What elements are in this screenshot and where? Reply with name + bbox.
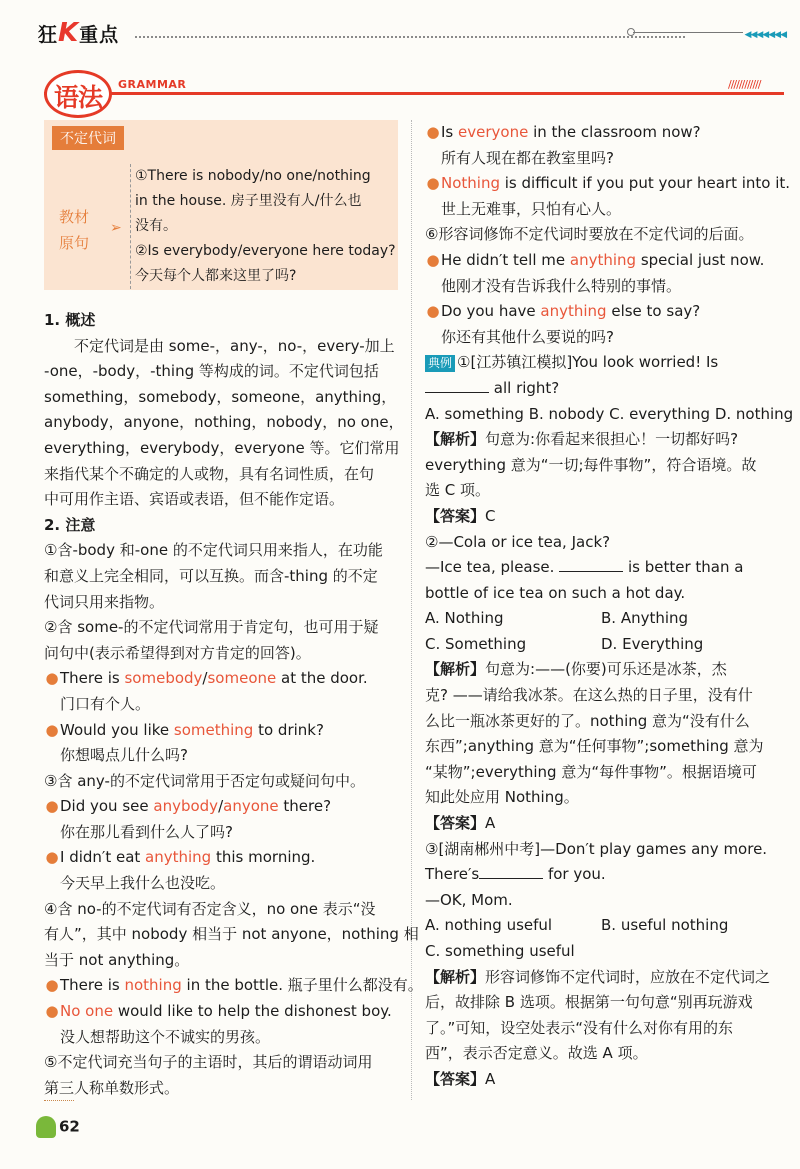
note-line: 当于 not anything。 [44,950,190,969]
example-translation: 门口有个人。 [60,694,151,713]
lightbulb-icon [36,1116,56,1138]
question-line: There′s for you. [425,865,606,884]
section-title-badge [44,70,110,122]
overview-line: 不定代词是由 some-，any-，no-，every-加上 [74,336,395,355]
example-translation: 没人想帮助这个不诚实的男孩。 [60,1027,271,1046]
answer: 【答案】A [425,814,496,833]
box-body: ①There is nobody/no one/nothing in the house. 房子里没有人/什么也 没有。 ②Is everybody/everyone here today? 今天每个人都来这里了吗? [130,164,397,289]
note-line: ⑤不定代词充当句子的主语时，其后的谓语动词用 [44,1053,373,1072]
analysis-line: 知此处应用 Nothing。 [425,788,579,807]
note-line: 和意义上完全相同，可以互换。而含-thing 的不定 [44,566,378,585]
note-line: ①含-body 和-one 的不定代词只用来指人，在功能 [44,541,383,560]
question-2: ②—Cola or ice tea, Jack? [425,532,611,551]
answer-blank [559,557,623,572]
right-column [425,120,794,1093]
analysis-line: 选 C 项。 [425,481,491,500]
arrow-icon: ➢ [110,220,122,236]
example-translation: 你想喝点儿什么吗? [60,746,188,765]
overview-line: anybody，anyone，nothing，nobody，no one， [44,413,404,432]
question-line: —Ice tea, please. is better than a [425,558,744,577]
analysis-line: 后，故排除 B 选项。根据第一句句意“别再玩游戏 [425,993,753,1012]
example-line: ●Did you see anybody/anyone there? [45,797,332,816]
note-line: ②含 some-的不定代词常用于肯定句，也可用于疑 [44,618,379,637]
example-translation: 你还有其他什么要说的吗? [441,327,614,346]
analysis-line: 了。”可知，设空处表示“没有什么对你有用的东 [425,1018,734,1037]
analysis-line: “某物”;everything 意为“每件事物”。根据语境可 [425,762,757,781]
box-tag: 不定代词 [52,126,124,150]
answer-blank [479,864,543,879]
brand-logo: 狂K重点 [38,18,120,48]
example-translation: 世上无难事，只怕有心人。 [441,199,622,218]
analysis: 【解析】句意为:你看起来很担心！一切都好吗? [425,430,739,449]
note-line: ③含 any-的不定代词常用于否定句或疑问句中。 [44,771,365,790]
example-translation: 所有人现在都在教室里吗? [441,148,614,167]
example-line: ●No one would like to help the dishonest boy. [45,1002,392,1021]
note-line: 问句中(表示希望得到对方肯定的回答)。 [44,643,311,662]
page-number: 62 [36,1116,80,1138]
analysis-line: 西”，表示否定意义。故选 A 项。 [425,1044,648,1063]
question-1: 典例 ①[江苏镇江模拟]You look worried! Is [425,350,783,376]
example-line: ●He didn′t tell me anything special just now. [426,250,765,269]
section-subtitle: GRAMMAR [118,78,187,91]
example-line: ●Would you like something to drink? [45,720,324,739]
note-line: 代词只用来指物。 [44,592,165,611]
analysis-line: everything 意为“一切;每件事物”，符合语境。故 [425,455,757,474]
note-line: ④含 no-的不定代词有否定含义，no one 表示“没 [44,899,376,918]
header-arrows-icon: ◀◀◀◀◀◀◀ [745,30,786,40]
answer: 【答案】A [425,1069,496,1088]
overview-line: -one，-body，-thing 等构成的词。不定代词包括 [44,362,379,381]
section-title: 语法 [54,83,103,112]
note-line: ⑥形容词修饰不定代词时要放在不定代词的后面。 [425,225,754,244]
left-column [44,120,423,1101]
note-line: 有人”，其中 nobody 相当于 not anyone，nothing 相 [44,925,419,944]
box-side-label: 教材 原句 [59,208,90,252]
section-rule [44,92,784,95]
options: A. nothing useful B. useful nothing [425,916,729,935]
example-line: ●There is somebody/someone at the door. [45,669,368,688]
column-divider [411,120,412,1100]
example-badge: 典例 [425,355,455,372]
overview-line: everything，everybody，everyone 等。它们常用 [44,438,400,457]
options: C. something useful [425,942,575,960]
example-line: ●There is nothing in the bottle. 瓶子里什么都没有。 [45,976,423,995]
example-line: ●Do you have anything else to say? [426,302,701,321]
example-translation: 你在那儿看到什么人了吗? [60,822,233,841]
options: A. Nothing B. Anything [425,609,689,628]
footer-dotted-line [44,1100,74,1101]
hatch-decoration: //////////// [728,78,761,91]
question-line: all right? [425,376,783,402]
example-translation: 他刚才没有告诉我什么特别的事情。 [441,276,682,295]
answer: 【答案】C [425,506,496,525]
example-translation: 今天早上我什么也没吃。 [60,874,226,893]
note-line: 第三人称单数形式。 [44,1078,180,1097]
header-dotted-line [135,36,685,38]
textbook-box [44,120,398,290]
question-line: —OK, Mom. [425,890,513,909]
analysis-line: 东西”;anything 意为“任何事物”;something 意为 [425,737,764,756]
overview-line: 中可用作主语、宾语或表语，但不能作定语。 [44,490,345,509]
analysis: 【解析】形容词修饰不定代词时，应放在不定代词之 [425,967,771,986]
overview-line: 来指代某个不确定的人或物，具有名词性质，在句 [44,464,375,483]
answer-blank [425,378,489,393]
heading-notes: 2. 注意 [44,515,96,534]
options: A. something B. nobody C. everything D. nothing [425,404,794,423]
analysis-line: 么比一瓶冰茶更好的了。nothing 意为“没有什么 [425,711,750,730]
question-3: ③[湖南郴州中考]—Don′t play games any more. [425,839,768,858]
options: C. Something D. Everything [425,634,704,653]
example-line: ●Nothing is difficult if you put your heart into it. [426,174,791,193]
analysis: 【解析】句意为:——(你要)可乐还是冰茶，杰 [425,660,727,679]
analysis-line: 克? ——请给我冰茶。在这么热的日子里，没有什 [425,686,753,705]
example-line: ●I didn′t eat anything this morning. [45,848,316,867]
example-line: ●Is everyone in the classroom now? [426,123,701,141]
question-line: bottle of ice tea on such a hot day. [425,583,686,602]
heading-overview: 1. 概述 [44,311,96,329]
overview-line: something，somebody，someone，anything， [44,387,397,406]
